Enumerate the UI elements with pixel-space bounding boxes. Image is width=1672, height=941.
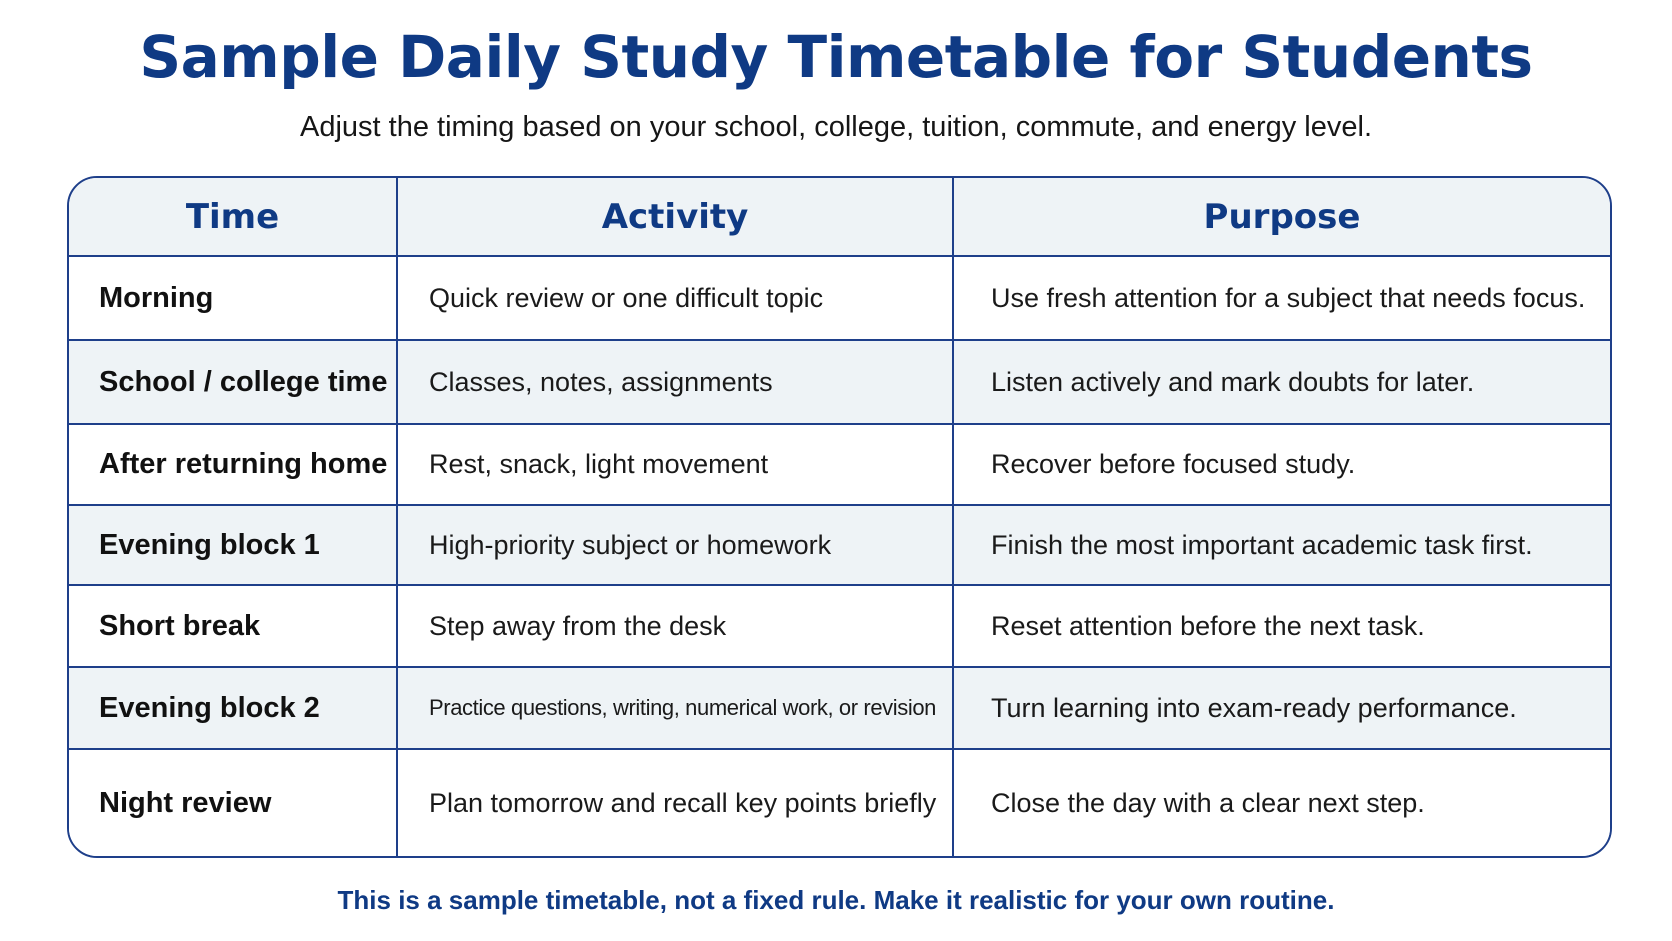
activity-cell: Quick review or one difficult topic xyxy=(397,256,953,340)
time-cell: Night review xyxy=(69,749,397,856)
purpose-cell: Recover before focused study. xyxy=(953,424,1610,505)
activity-cell: Rest, snack, light movement xyxy=(397,424,953,505)
purpose-cell: Close the day with a clear next step. xyxy=(953,749,1610,856)
timetable-header xyxy=(69,178,1610,256)
table-row xyxy=(69,340,1610,424)
time-cell: School / college time xyxy=(69,340,397,424)
table-row xyxy=(69,667,1610,749)
activity-cell: Step away from the desk xyxy=(397,585,953,667)
activity-cell: Classes, notes, assignments xyxy=(397,340,953,424)
page-title: Sample Daily Study Timetable for Students xyxy=(139,23,1533,91)
purpose-cell: Finish the most important academic task first. xyxy=(953,505,1610,585)
purpose-cell: Listen actively and mark doubts for later. xyxy=(953,340,1610,424)
table-row xyxy=(69,256,1610,340)
column-header-time: Time xyxy=(69,178,397,256)
purpose-cell: Reset attention before the next task. xyxy=(953,585,1610,667)
header-row xyxy=(69,178,1610,256)
purpose-cell: Turn learning into exam-ready performance. xyxy=(953,667,1610,749)
activity-cell: Practice questions, writing, numerical work, or revision xyxy=(397,667,953,749)
purpose-cell: Use fresh attention for a subject that needs focus. xyxy=(953,256,1610,340)
table-row xyxy=(69,505,1610,585)
page-subtitle: Adjust the timing based on your school, college, tuition, commute, and energy level. xyxy=(300,111,1372,143)
timetable-container xyxy=(67,176,1612,858)
column-header-activity: Activity xyxy=(397,178,953,256)
table-row xyxy=(69,585,1610,667)
activity-cell: Plan tomorrow and recall key points briefly xyxy=(397,749,953,856)
time-cell: Evening block 1 xyxy=(69,505,397,585)
time-cell: After returning home xyxy=(69,424,397,505)
time-cell: Morning xyxy=(69,256,397,340)
timetable xyxy=(69,178,1610,856)
activity-cell: High-priority subject or homework xyxy=(397,505,953,585)
timetable-body xyxy=(69,256,1610,856)
time-cell: Evening block 2 xyxy=(69,667,397,749)
column-header-purpose: Purpose xyxy=(953,178,1610,256)
table-row xyxy=(69,424,1610,505)
time-cell: Short break xyxy=(69,585,397,667)
table-row xyxy=(69,749,1610,856)
footnote: This is a sample timetable, not a fixed rule. Make it realistic for your own routine. xyxy=(337,885,1335,915)
